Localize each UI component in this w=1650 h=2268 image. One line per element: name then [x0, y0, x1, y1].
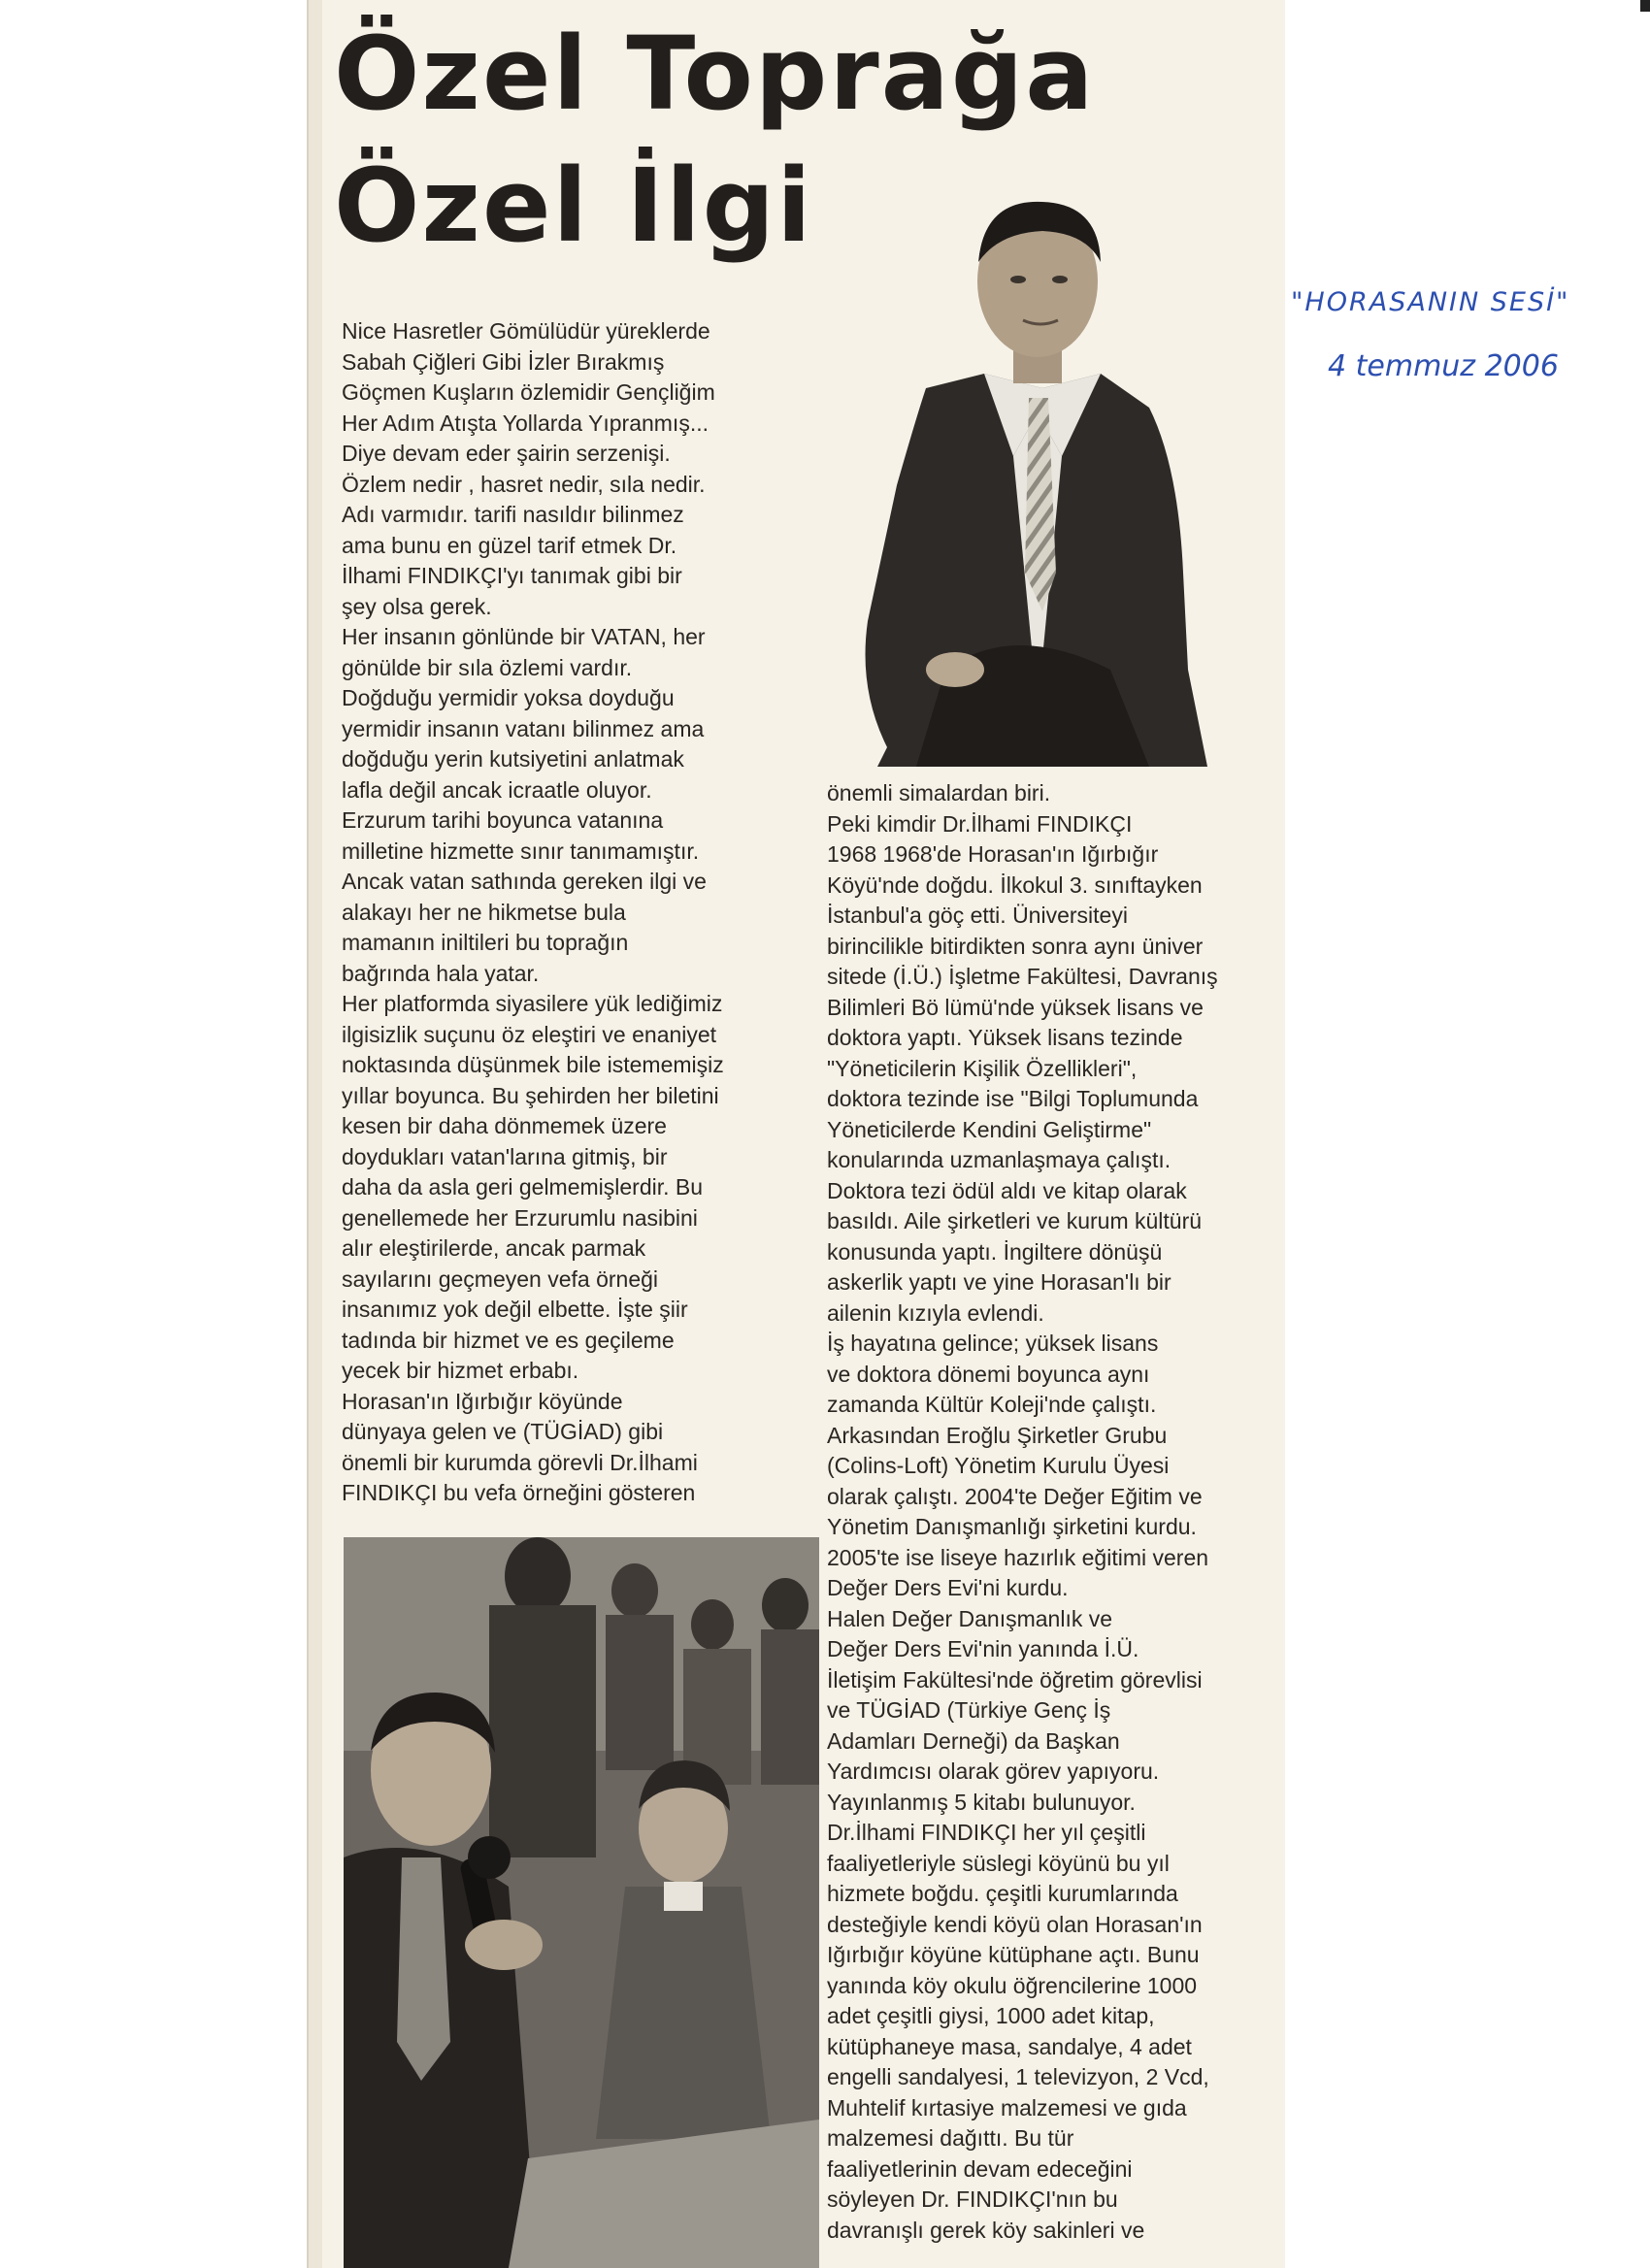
headline-line-1: Özel Toprağa [334, 15, 1096, 133]
newspaper-clipping [307, 0, 1285, 2268]
handwritten-source-note: "HORASANIN SESİ" [1291, 287, 1570, 317]
portrait-photo [858, 165, 1207, 767]
article-body-left-column: Nice Hasretler Gömülüdür yüreklerde Sabah Çiğleri Gibi İzler Bırakmış Göçmen Kuşların özlemidir Gençliğim Her Adım Atışta Yollarda Yıpranmış... Diye devam eder şairin serzenişi. Özlem nedir , hasret nedir, sıla nedir. Adı varmıdır. tarifi nasıldır bilinmez ama bunu en güzel tarif etmek Dr. İlhami FINDIKÇI'yı tanımak gibi bir şey olsa gerek. Her insanın gönlünde bir VATAN, her gönülde bir sıla özlemi vardır. Doğduğu yermidir yoksa doyduğu yermidir insanın vatanı bilinmez ama doğduğu yerin kutsiyetini anlatmak lafla değil ancak icraatle oluyor. Erzurum tarihi boyunca vatanına milletine hizmette sınır tanımamıştır. Ancak vatan sathında gereken ilgi ve alakayı her ne hikmetse bula mamanın iniltileri bu toprağın bağrında hala yatar. Her platformda siyasilere yük lediğimiz ilgisizlik suçunu öz eleştiri ve enaniyet noktasında düşünmek bile istememişiz yıllar boyunca. Bu şehirden her biletini kesen bir daha dönmemek üzere doydukları vatan'larına gitmiş, bir daha da asla geri gelmemişlerdir. Bu genellemede her Erzurumlu nasibini alır eleştirilerde, ancak parmak sayılarını geçmeyen vefa örneği insanımız yok değil elbette. İşte şiir tadında bir hizmet ve es geçileme yecek bir hizmet erbabı. Horasan'ın Iğırbığır köyünde dünyaya gelen ve (TÜGİAD) gibi önemli bir kurumda görevli Dr.İlhami FINDIKÇI bu vefa örneğini gösteren [342, 318, 724, 1505]
scan-mark [1640, 0, 1650, 12]
headline-line-2: Özel İlgi [334, 147, 813, 265]
handwritten-date-note: 4 temmuz 2006 [1328, 349, 1559, 383]
article-body-right-column: önemli simalardan biri. Peki kimdir Dr.İlhami FINDIKÇI 1968 1968'de Horasan'ın Iğırbığır Köyü'nde doğdu. İlkokul 3. sınıftayken İstanbul'a göç etti. Üniversiteyi birincilikle bitirdikten sonra aynı üniver sitede (İ.Ü.) İşletme Fakültesi, Davranış Bilimleri Bö lümü'nde yüksek lisans ve doktora yaptı. Yüksek lisans tezinde "Yöneticilerin Kişilik Özellikleri", doktora tezinde ise "Bilgi Toplumunda Yöneticilerde Kendini Geliştirme" konularında uzmanlaşmaya çalıştı. Doktora tezi ödül aldı ve kitap olarak basıldı. Aile şirketleri ve kurum kültürü konusunda yaptı. İngiltere dönüşü askerlik yaptı ve yine Horasan'lı bir ailenin kızıyla evlendi. İş hayatına gelince; yüksek lisans ve doktora dönemi boyunca aynı zamanda Kültür Koleji'nde çalıştı. Arkasından Eroğlu Şirketler Grubu (Colins-Loft) Yönetim Kurulu Üyesi olarak çalıştı. 2004'te Değer Eğitim ve Yönetim Danışmanlığı şirketini kurdu. 2005'te ise liseye hazırlık eğitimi veren Değer Ders Evi'ni kurdu. Halen Değer Danışmanlık ve Değer Ders Evi'nin yanında İ.Ü. İletişim Fakültesi'nde öğretim görevlisi ve TÜGİAD (Türkiye Genç İş Adamları Derneği) da Başkan Yardımcısı olarak görev yapıyoru. Yayınlanmış 5 kitabı bulunuyor. Dr.İlhami FINDIKÇI her yıl çeşitli faaliyetleriyle süslegi köyünü bu yıl hizmete boğdu. çeşitli kurumlarında desteğiyle kendi köyü olan Horasan'ın Iğırbığır köyüne kütüphane açtı. Bunu yanında köy okulu öğrencilerine 1000 adet çeşitli giysi, 1000 adet kitap, kütüphaneye masa, sandalye, 4 adet engelli sandalyesi, 1 televizyon, 2 Vcd, Muhtelif kırtasiye malzemesi ve gıda malzemesi dağıttı. Bu tür faaliyetlerinin devam edeceğini söyleyen Dr. FINDIKÇI'nın bu davranışlı gerek köy sakinleri ve [827, 780, 1218, 2243]
clipping-edge [309, 0, 322, 2268]
event-photo [344, 1537, 819, 2268]
